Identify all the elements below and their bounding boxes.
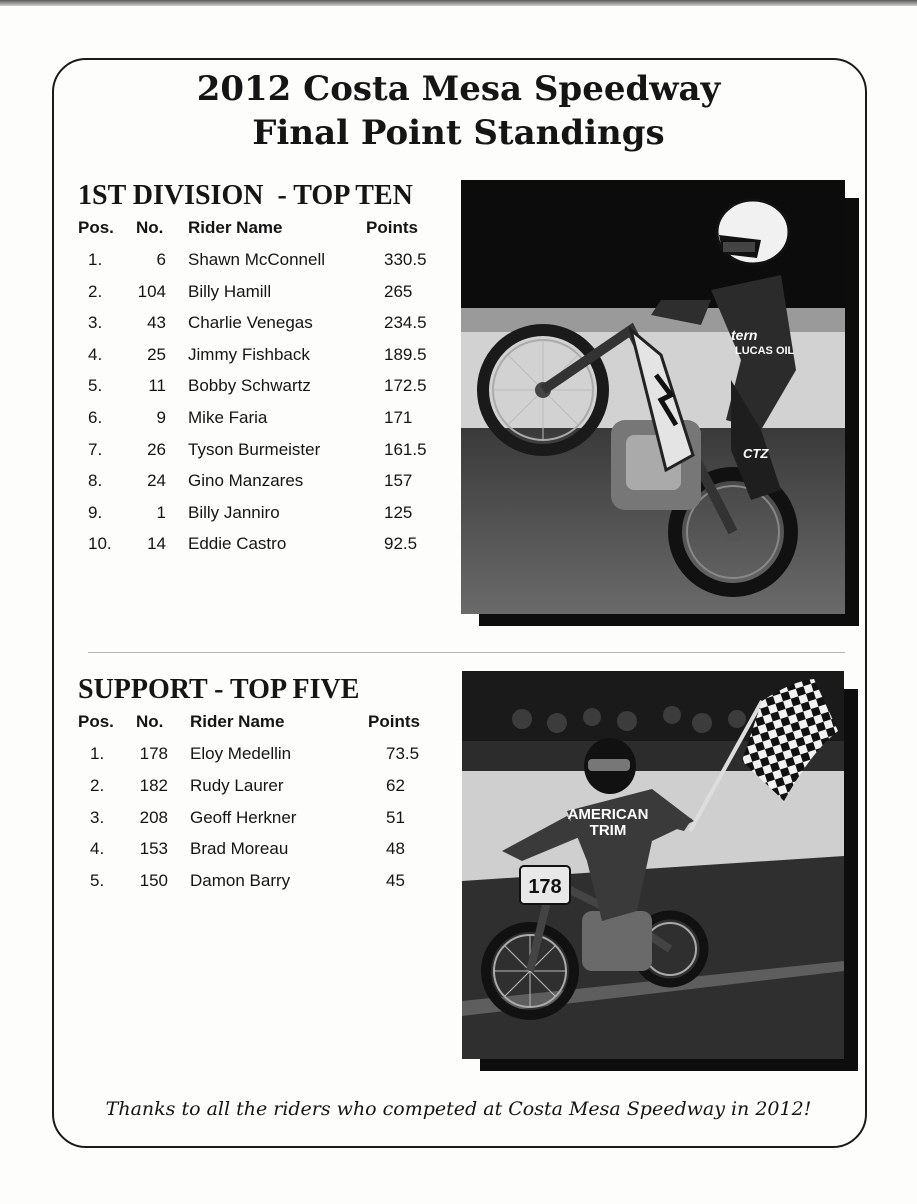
row-points: 48 (386, 839, 405, 859)
column-header-pos: Pos. (78, 712, 114, 731)
row-rider-number: 6 (156, 250, 166, 269)
page-title-line-2: Final Point Standings (252, 113, 665, 153)
column-header-pos: Pos. (78, 218, 114, 237)
column-header-rider-name: Rider Name (190, 712, 285, 731)
row-rider-number: 104 (137, 281, 166, 301)
row-rider-name: Billy Hamill (188, 281, 272, 301)
row-rider-name: Shawn McConnell (188, 250, 326, 269)
row-points: 189.5 (384, 344, 427, 364)
row-position: 7. (88, 439, 103, 459)
footer-thanks-note: Thanks to all the riders who competed at Costa Mesa Speedway in 2012! (105, 1098, 812, 1120)
row-rider-name: Gino Manzares (188, 471, 304, 491)
row-points: 51 (386, 807, 405, 827)
rider-suit-line-1: AMERICAN (567, 806, 649, 823)
row-position: 2. (90, 775, 105, 795)
row-position: 3. (90, 807, 105, 827)
row-position: 6. (88, 408, 103, 427)
row-position: 4. (90, 839, 105, 859)
row-rider-number: 208 (139, 807, 168, 827)
row-rider-name: Bobby Schwartz (188, 376, 311, 396)
row-rider-name: Damon Barry (190, 871, 291, 891)
page-top-edge (0, 0, 917, 6)
row-position: 4. (88, 344, 103, 364)
rider-suit-line-2: TRIM (589, 822, 627, 839)
row-rider-name: Tyson Burmeister (188, 439, 321, 459)
row-rider-number: 24 (147, 471, 166, 491)
row-position: 8. (88, 471, 103, 491)
row-points: 73.5 (386, 744, 420, 763)
row-rider-number: 14 (147, 534, 166, 554)
row-rider-name: Charlie Venegas (188, 313, 313, 333)
row-points: 234.5 (384, 313, 427, 333)
row-rider-name: Eddie Castro (188, 534, 287, 554)
page-title-line-1: 2012 Costa Mesa Speedway (196, 69, 721, 109)
row-position: 5. (90, 871, 105, 891)
row-points: 157 (384, 471, 413, 491)
row-rider-name: Jimmy Fishback (188, 344, 310, 364)
row-rider-number: 11 (148, 376, 166, 396)
row-points: 45 (386, 871, 405, 891)
column-header-no: No. (136, 218, 164, 237)
rider-suit-sponsor: LUCAS OIL (735, 345, 795, 357)
row-rider-name: Billy Janniro (188, 502, 280, 522)
row-position: 5. (88, 376, 103, 396)
row-rider-name: Rudy Laurer (190, 775, 284, 795)
row-position: 3. (88, 313, 103, 333)
row-rider-number: 182 (139, 775, 168, 795)
row-rider-number: 1 (156, 502, 166, 522)
row-rider-number: 9 (156, 408, 166, 427)
section-divider (88, 652, 845, 653)
bike-number-plate: 178 (528, 876, 562, 898)
row-rider-number: 26 (147, 439, 166, 459)
division-heading: 1ST DIVISION - TOP TEN (78, 180, 413, 211)
row-points: 62 (386, 775, 405, 795)
wheelie-rider-image (461, 180, 845, 614)
rider-suit-text: tern (731, 327, 758, 343)
row-rider-name: Eloy Medellin (190, 744, 292, 763)
column-header-rider-name: Rider Name (188, 218, 283, 237)
row-rider-number: 25 (147, 344, 166, 364)
row-rider-number: 43 (147, 313, 166, 333)
row-rider-name: Mike Faria (188, 408, 268, 427)
support-heading: SUPPORT - TOP FIVE (78, 674, 360, 705)
row-rider-number: 178 (139, 744, 168, 763)
row-position: 1. (88, 250, 103, 269)
row-points: 330.5 (384, 250, 427, 269)
column-header-points: Points (368, 712, 420, 731)
row-rider-number: 153 (139, 839, 168, 859)
column-header-points: Points (366, 218, 418, 237)
row-position: 10. (88, 534, 112, 554)
column-header-no: No. (136, 712, 164, 731)
row-rider-name: Geoff Herkner (190, 807, 297, 827)
row-position: 1. (90, 744, 105, 763)
row-points: 161.5 (384, 439, 427, 459)
row-position: 2. (88, 281, 103, 301)
row-points: 265 (384, 281, 413, 301)
row-points: 172.5 (384, 376, 427, 396)
flag-rider-image (462, 671, 844, 1059)
row-points: 125 (384, 502, 413, 522)
row-points: 92.5 (384, 534, 418, 554)
row-points: 171 (384, 408, 413, 427)
row-rider-number: 150 (139, 871, 168, 891)
row-rider-name: Brad Moreau (190, 839, 289, 859)
row-position: 9. (88, 502, 103, 522)
rider-pants-logo: CTZ (743, 446, 769, 461)
